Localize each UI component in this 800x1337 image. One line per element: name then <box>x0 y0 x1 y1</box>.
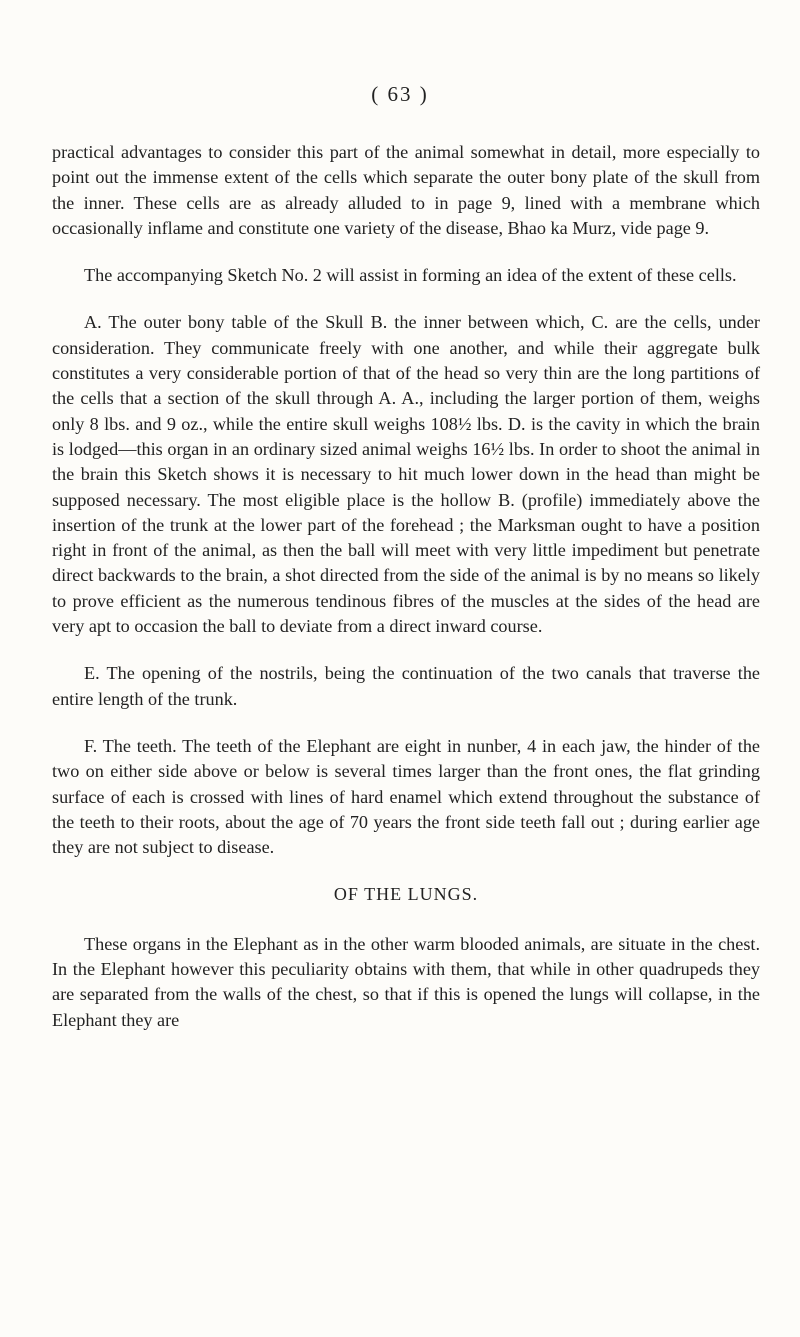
paragraph-lungs: These organs in the Elephant as in the other warm blooded animals, are situate in the chest. In the Elephant however this peculiarity obtains with them, that while in other quadrupeds they are separated from the walls of the chest, so that if this is opened the lungs will collapse, in the Elephant they are <box>52 933 760 1030</box>
paragraph-a: A. The outer bony table of the Skull B. the inner between which, C. are the cells, under consideration. They communicate freely with one another, and while their aggregate bulk constitutes a very considerable portion of that of the head so very thin are the long partitions of the cells that a section of the skull through A. A., including the larger portion of them, weighs only 8 lbs. and 9 oz., while the entire skull weighs 108½ lbs. D. is the cavity in which the brain is lodged—this organ in an ordinary sized animal weighs 16½ lbs. In order to shoot the animal in the brain this Sketch shows it is necessary to hit much lower down in the head than might be supposed necessary. The most eligible place is the hollow B. (profile) immediately above the insertion of the trunk at the lower part of the forehead ; the Marksman ought to have a position right in front of the animal, as then the ball will meet with very little impediment but penetrate direct backwards to the brain, a shot directed from the side of the animal is by no means so likely to prove efficient as the numerous tendinous fibres of the muscles at the sides of the head are very apt to occasion the ball to deviate from a direct inward course. <box>52 312 760 637</box>
paragraph-sketch: The accompanying Sketch No. 2 will assist in forming an idea of the extent of these cells. <box>84 265 737 286</box>
paragraph-e: E. The opening of the nostrils, being the continuation of the two canals that traverse the entire length of the trunk. <box>52 663 760 709</box>
page-number: ( 63 ) <box>371 82 429 106</box>
section-heading-lungs: OF THE LUNGS. <box>333 884 479 905</box>
body-text <box>52 140 760 1055</box>
paragraph-f: F. The teeth. The teeth of the Elephant are eight in nunber, 4 in each jaw, the hinder of the two on either side above or below is several times larger than the front ones, the flat grinding surface of each is crossed with lines of hard enamel which extend throughout the substance of the teeth to their roots, about the age of 70 years the front side teeth fall out ; during earlier age they are not subject to disease. <box>52 735 760 858</box>
paragraph-intro: practical advantages to consider this part of the animal somewhat in detail, more especially to point out the immense extent of the cells which separate the outer bony plate of the skull from the inner. These cells are as already alluded to in page 9, lined with a membrane which occasionally inflame and constitute one variety of the disease, Bhao ka Murz, vide page 9. <box>52 142 760 238</box>
